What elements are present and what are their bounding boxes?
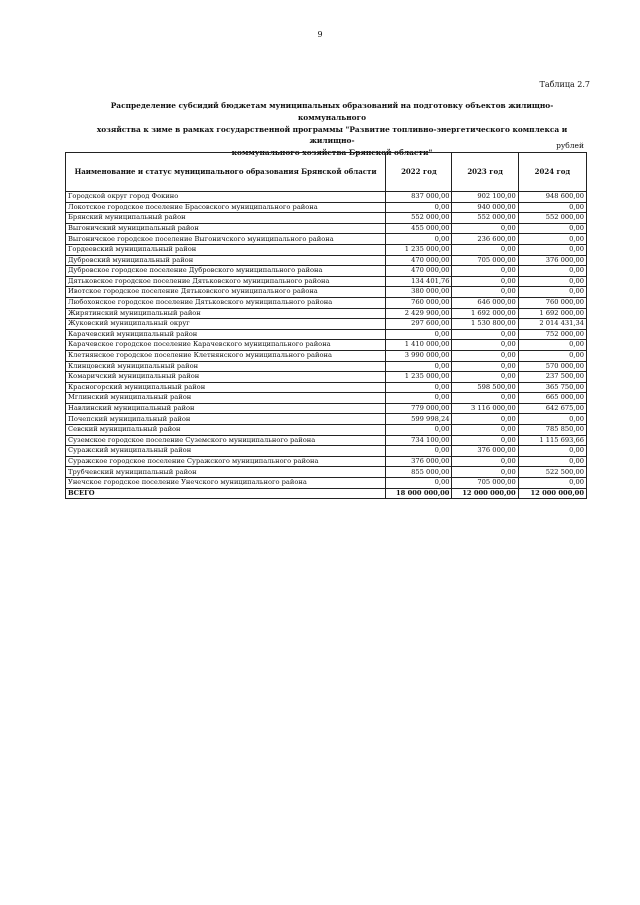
cell-2024: 376 000,00 [518, 255, 586, 266]
cell-2023: 376 000,00 [452, 446, 518, 457]
cell-municipality: Дубровский муниципальный район [66, 255, 386, 266]
cell-2024: 642 675,00 [518, 403, 586, 414]
cell-2022: 0,00 [386, 425, 452, 436]
cell-2023: 598 500,00 [452, 382, 518, 393]
total-row [66, 488, 587, 499]
cell-municipality: Дубровское городское поселение Дубровского муниципального района [66, 266, 386, 277]
cell-2023: 0,00 [452, 456, 518, 467]
cell-2024: 0,00 [518, 340, 586, 351]
table-row [66, 287, 587, 298]
table-row [66, 350, 587, 361]
cell-2024: 0,00 [518, 478, 586, 489]
cell-2022: 3 990 000,00 [386, 350, 452, 361]
cell-municipality: Комаричский муниципальный район [66, 372, 386, 383]
table-row [66, 478, 587, 489]
page-number: 9 [317, 30, 323, 39]
table-row [66, 202, 587, 213]
cell-2023: 0,00 [452, 350, 518, 361]
table-row [66, 361, 587, 372]
cell-2022: 0,00 [386, 382, 452, 393]
cell-2022: 0,00 [386, 234, 452, 245]
cell-2024: 0,00 [518, 244, 586, 255]
cell-municipality: Унечское городское поселение Унечского муниципального района [66, 478, 386, 489]
cell-2023: 0,00 [452, 287, 518, 298]
cell-2023: 0,00 [452, 329, 518, 340]
cell-2024: 365 750,00 [518, 382, 586, 393]
cell-2022: 0,00 [386, 446, 452, 457]
cell-2023: 705 000,00 [452, 255, 518, 266]
table-row [66, 266, 587, 277]
cell-2022: 1 235 000,00 [386, 372, 452, 383]
cell-2023: 705 000,00 [452, 478, 518, 489]
cell-2022: 470 000,00 [386, 255, 452, 266]
cell-municipality: Выгоничское городское поселение Выгоничского муниципального района [66, 234, 386, 245]
cell-municipality: Карачевское городское поселение Карачевского муниципального района [66, 340, 386, 351]
cell-municipality: Суземское городское поселение Суземского муниципального района [66, 435, 386, 446]
table-header-row [66, 153, 587, 192]
cell-2024: 0,00 [518, 350, 586, 361]
table-row [66, 393, 587, 404]
table-row [66, 467, 587, 478]
cell-municipality: Выгоничский муниципальный район [66, 223, 386, 234]
cell-municipality: Жуковский муниципальный округ [66, 319, 386, 330]
cell-municipality: Жирятинский муниципальный район [66, 308, 386, 319]
cell-2024: 760 000,00 [518, 297, 586, 308]
cell-2023: 3 116 000,00 [452, 403, 518, 414]
cell-2022: 760 000,00 [386, 297, 452, 308]
table-row [66, 435, 587, 446]
cell-2022: 0,00 [386, 202, 452, 213]
cell-2023: 1 692 000,00 [452, 308, 518, 319]
cell-2022: 2 429 900,00 [386, 308, 452, 319]
cell-2023: 0,00 [452, 414, 518, 425]
cell-municipality: Суражское городское поселение Суражского муниципального района [66, 456, 386, 467]
cell-municipality: Мглинский муниципальный район [66, 393, 386, 404]
cell-2024: 0,00 [518, 287, 586, 298]
cell-2023: 940 000,00 [452, 202, 518, 213]
subsidy-table [65, 152, 587, 499]
cell-2023: 0,00 [452, 223, 518, 234]
cell-2024: 0,00 [518, 266, 586, 277]
cell-2024: 237 500,00 [518, 372, 586, 383]
table-row [66, 234, 587, 245]
table-caption: Таблица 2.7 [539, 80, 590, 89]
title-line: хозяйства к зиме в рамках государственной программы "Развитие топливно-энергетического комплекса и жилищно- [96, 124, 568, 146]
cell-2024: 2 014 431,34 [518, 319, 586, 330]
cell-municipality: Гордеевский муниципальный район [66, 244, 386, 255]
cell-2023: 902 100,00 [452, 192, 518, 203]
table-row [66, 329, 587, 340]
header-2024: 2024 год [518, 153, 586, 192]
cell-municipality: ВСЕГО [66, 488, 386, 499]
table-row [66, 276, 587, 287]
title-line: Распределение субсидий бюджетам муниципальных образований на подготовку объектов жилищно-коммунального [110, 101, 554, 122]
cell-2024: 0,00 [518, 446, 586, 457]
cell-2024: 0,00 [518, 456, 586, 467]
title-line: коммунального хозяйства Брянской области" [231, 148, 433, 158]
cell-2023: 0,00 [452, 340, 518, 351]
cell-municipality: Локотское городское поселение Брасовского муниципального района [66, 202, 386, 213]
cell-2022: 0,00 [386, 478, 452, 489]
cell-2022: 0,00 [386, 393, 452, 404]
cell-municipality: Любохонское городское поселение Дятьковского муниципального района [66, 297, 386, 308]
cell-2023: 552 000,00 [452, 213, 518, 224]
cell-2022: 1 235 000,00 [386, 244, 452, 255]
cell-2023: 0,00 [452, 393, 518, 404]
cell-municipality: Клинцовский муниципальный район [66, 361, 386, 372]
cell-2023: 12 000 000,00 [452, 488, 518, 499]
document-title [82, 100, 582, 159]
table-row [66, 213, 587, 224]
table-row [66, 446, 587, 457]
cell-2022: 0,00 [386, 329, 452, 340]
cell-2024: 785 850,00 [518, 425, 586, 436]
cell-municipality: Дятьковское городское поселение Дятьковского муниципального района [66, 276, 386, 287]
cell-municipality: Трубчевский муниципальный район [66, 467, 386, 478]
cell-2022: 134 401,76 [386, 276, 452, 287]
cell-municipality: Городской округ город Фокино [66, 192, 386, 203]
cell-2023: 0,00 [452, 435, 518, 446]
cell-municipality: Почепский муниципальный район [66, 414, 386, 425]
cell-2024: 570 000,00 [518, 361, 586, 372]
table-row [66, 456, 587, 467]
cell-2024: 1 115 693,66 [518, 435, 586, 446]
cell-2024: 752 000,00 [518, 329, 586, 340]
cell-2022: 455 000,00 [386, 223, 452, 234]
cell-2022: 470 000,00 [386, 266, 452, 277]
cell-2022: 779 000,00 [386, 403, 452, 414]
table-row [66, 308, 587, 319]
cell-2022: 734 100,00 [386, 435, 452, 446]
cell-2023: 1 530 800,00 [452, 319, 518, 330]
cell-2022: 380 000,00 [386, 287, 452, 298]
cell-2022: 552 000,00 [386, 213, 452, 224]
cell-2024: 0,00 [518, 202, 586, 213]
table-row [66, 244, 587, 255]
cell-2022: 0,00 [386, 361, 452, 372]
cell-2022: 599 998,24 [386, 414, 452, 425]
table-row [66, 414, 587, 425]
cell-municipality: Суражский муниципальный район [66, 446, 386, 457]
table-row [66, 425, 587, 436]
cell-2024: 948 600,00 [518, 192, 586, 203]
cell-2024: 1 692 000,00 [518, 308, 586, 319]
cell-2024: 522 500,00 [518, 467, 586, 478]
table-row [66, 340, 587, 351]
header-2022: 2022 год [386, 153, 452, 192]
cell-municipality: Брянский муниципальный район [66, 213, 386, 224]
cell-2023: 0,00 [452, 244, 518, 255]
table-row [66, 319, 587, 330]
table-row [66, 255, 587, 266]
table-row [66, 403, 587, 414]
unit-label: рублей [556, 141, 584, 150]
table-row [66, 192, 587, 203]
cell-2024: 552 000,00 [518, 213, 586, 224]
table-row [66, 382, 587, 393]
cell-municipality: Ивотское городское поселение Дятьковского муниципального района [66, 287, 386, 298]
cell-municipality: Клетнянское городское поселение Клетнянского муниципального района [66, 350, 386, 361]
cell-2024: 665 000,00 [518, 393, 586, 404]
cell-2023: 236 600,00 [452, 234, 518, 245]
cell-municipality: Навлинский муниципальный район [66, 403, 386, 414]
header-2023: 2023 год [452, 153, 518, 192]
cell-2024: 0,00 [518, 276, 586, 287]
cell-2023: 0,00 [452, 266, 518, 277]
cell-2022: 18 000 000,00 [386, 488, 452, 499]
table-row [66, 372, 587, 383]
table-row [66, 297, 587, 308]
cell-2024: 0,00 [518, 234, 586, 245]
cell-2024: 0,00 [518, 414, 586, 425]
cell-2022: 376 000,00 [386, 456, 452, 467]
header-municipality: Наименование и статус муниципального образования Брянской области [66, 153, 386, 192]
cell-2024: 12 000 000,00 [518, 488, 586, 499]
cell-2022: 297 600,00 [386, 319, 452, 330]
cell-2022: 855 000,00 [386, 467, 452, 478]
cell-2023: 0,00 [452, 425, 518, 436]
cell-2023: 0,00 [452, 276, 518, 287]
table-row [66, 223, 587, 234]
cell-2023: 0,00 [452, 372, 518, 383]
cell-2023: 0,00 [452, 361, 518, 372]
cell-2024: 0,00 [518, 223, 586, 234]
cell-2022: 837 000,00 [386, 192, 452, 203]
table-body [66, 192, 587, 499]
cell-municipality: Карачевский муниципальный район [66, 329, 386, 340]
cell-2023: 646 000,00 [452, 297, 518, 308]
cell-2022: 1 410 000,00 [386, 340, 452, 351]
cell-municipality: Севский муниципальный район [66, 425, 386, 436]
cell-municipality: Красногорский муниципальный район [66, 382, 386, 393]
cell-2023: 0,00 [452, 467, 518, 478]
